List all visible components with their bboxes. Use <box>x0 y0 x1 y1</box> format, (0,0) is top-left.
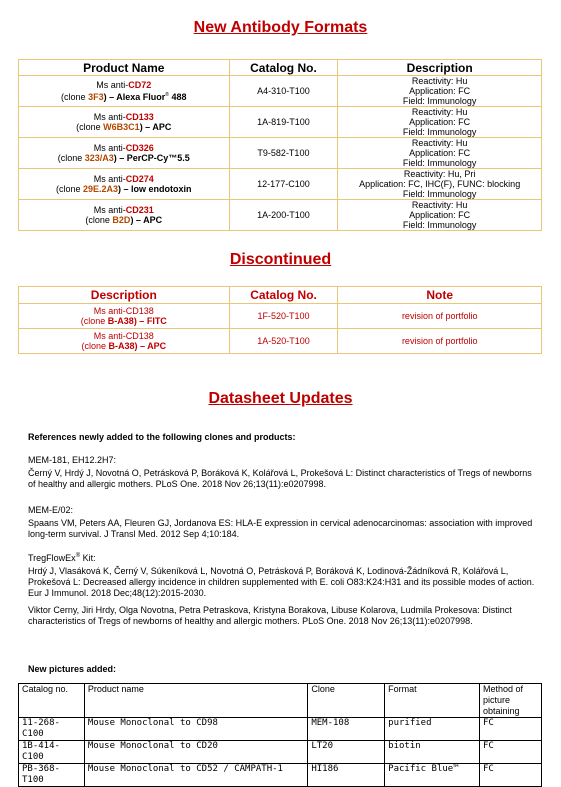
description-cell: Ms anti-CD138 (clone B-A38) – APC <box>19 329 230 354</box>
method-cell: FC <box>480 764 542 787</box>
catalog-cell: 1A-819-T100 <box>229 107 338 138</box>
table-row <box>19 329 542 354</box>
table-row <box>19 718 542 741</box>
note-cell: revision of portfolio <box>338 304 542 329</box>
updates-intro: References newly added to the following clones and products: <box>28 432 296 442</box>
catalog-cell: 1A-200-T100 <box>229 200 338 231</box>
column-header: Catalog no. <box>19 684 85 718</box>
update-block-heading: MEM-E/02: <box>28 505 74 515</box>
column-header: Catalog No. <box>229 60 338 76</box>
description-cell: Ms anti-CD138 (clone B-A38) – FITC <box>19 304 230 329</box>
table-row <box>19 304 542 329</box>
product-cell: Mouse Monoclonal to CD98 <box>84 718 307 741</box>
catalog-cell: 1A-520-T100 <box>229 329 338 354</box>
description-cell: Reactivity: Hu Application: FC Field: Immunology <box>338 200 542 231</box>
product-cell: Mouse Monoclonal to CD52 / CAMPATH-1 <box>84 764 307 787</box>
table-row <box>19 107 542 138</box>
table-row <box>19 200 542 231</box>
format-cell: purified <box>385 718 480 741</box>
table-row <box>19 741 542 764</box>
datasheet-updates-title: Datasheet Updates <box>208 390 353 407</box>
product-name-cell: Ms anti-CD274 (clone 29E.2A3) – low endotoxin <box>19 169 230 200</box>
discontinued-title: Discontinued <box>229 251 332 268</box>
column-header: Clone <box>308 684 385 718</box>
new-pictures-heading: New pictures added: <box>28 664 117 674</box>
column-header: Catalog No. <box>229 287 338 304</box>
clone-cell: LT20 <box>308 741 385 764</box>
clone-cell: MEM-108 <box>308 718 385 741</box>
description-cell: Reactivity: Hu, Pri Application: FC, IHC(F), FUNC: blocking Field: Immunology <box>338 169 542 200</box>
reference-text: Viktor Cerny, Jiri Hrdy, Olga Novotna, Petra Petraskova, Kristyna Borakova, Libuse Kolarova, Ludmila Prokesova: Distinct characteristics of Tregs of newborns of healthy and allergic mothers. PLoS One. 2018 Nov 26;13(11):e0207998. <box>28 605 512 626</box>
product-name-cell: Ms anti-CD326 (clone 323/A3) – PerCP-Cy™5.5 <box>19 138 230 169</box>
method-cell: FC <box>480 741 542 764</box>
reference-text: Hrdý J, Vlasáková K, Černý V, Súkeníková L, Novotná O, Petrásková P, Boráková K, Lodinová-Žádníková R, Kolářová L, Prokešová L: Decreased allergy incidence in children supplemented with E. coli O83:K24:H31 and its possible modes of action. Eur J Immunol. 2018 Dec;48(12):2015-2030. <box>28 566 535 598</box>
table-row <box>19 764 542 787</box>
method-cell: FC <box>480 718 542 741</box>
reference-text: Spaans VM, Peters AA, Fleuren GJ, Jordanova ES: HLA-E expression in cervical adenocarcinomas: association with improved long-term survival. J Transl Med. 2012 Sep 4;10:184. <box>28 518 533 539</box>
product-name-cell: Ms anti-CD72 (clone 3F3) – Alexa Fluor® 488 <box>19 76 230 107</box>
column-header: Description <box>19 287 230 304</box>
column-header: Method of picture obtaining <box>480 684 542 718</box>
reference-text: Černý V, Hrdý J, Novotná O, Petrásková P, Boráková K, Kolářová L, Prokešová L: Distinct characteristics of Tregs of newborns of healthy and allergic mothers. PLoS One. 2018 Nov 26;13(11):e0207998. <box>28 468 532 489</box>
table-row <box>19 138 542 169</box>
product-name-cell: Ms anti-CD231 (clone B2D) – APC <box>19 200 230 231</box>
catalog-cell: T9-582-T100 <box>229 138 338 169</box>
description-cell: Reactivity: Hu Application: FC Field: Immunology <box>338 107 542 138</box>
clone-cell: HI186 <box>308 764 385 787</box>
table-header-row <box>19 684 542 718</box>
update-block-heading: TregFlowEx® Kit: <box>28 553 96 563</box>
discontinued-table <box>18 286 542 354</box>
new-pictures-table <box>18 683 542 787</box>
note-cell: revision of portfolio <box>338 329 542 354</box>
description-cell: Reactivity: Hu Application: FC Field: Immunology <box>338 76 542 107</box>
product-name-cell: Ms anti-CD133 (clone W6B3C1) – APC <box>19 107 230 138</box>
column-header: Product name <box>84 684 307 718</box>
column-header: Description <box>338 60 542 76</box>
new-formats-table <box>18 59 542 231</box>
new-formats-title: New Antibody Formats <box>193 19 368 36</box>
table-row <box>19 169 542 200</box>
format-cell: Pacific Blue™ <box>385 764 480 787</box>
catalog-cell: A4-310-T100 <box>229 76 338 107</box>
catalog-cell: 12-177-C100 <box>229 169 338 200</box>
column-header: Format <box>385 684 480 718</box>
column-header: Note <box>338 287 542 304</box>
table-header-row <box>19 60 542 76</box>
column-header: Product Name <box>19 60 230 76</box>
update-block-heading: MEM-181, EH12.2H7: <box>28 455 117 465</box>
catalog-cell: PB-368-T100 <box>19 764 85 787</box>
table-row <box>19 76 542 107</box>
catalog-cell: 11-268-C100 <box>19 718 85 741</box>
table-header-row <box>19 287 542 304</box>
description-cell: Reactivity: Hu Application: FC Field: Immunology <box>338 138 542 169</box>
catalog-cell: 1B-414-C100 <box>19 741 85 764</box>
product-cell: Mouse Monoclonal to CD20 <box>84 741 307 764</box>
format-cell: biotin <box>385 741 480 764</box>
catalog-cell: 1F-520-T100 <box>229 304 338 329</box>
